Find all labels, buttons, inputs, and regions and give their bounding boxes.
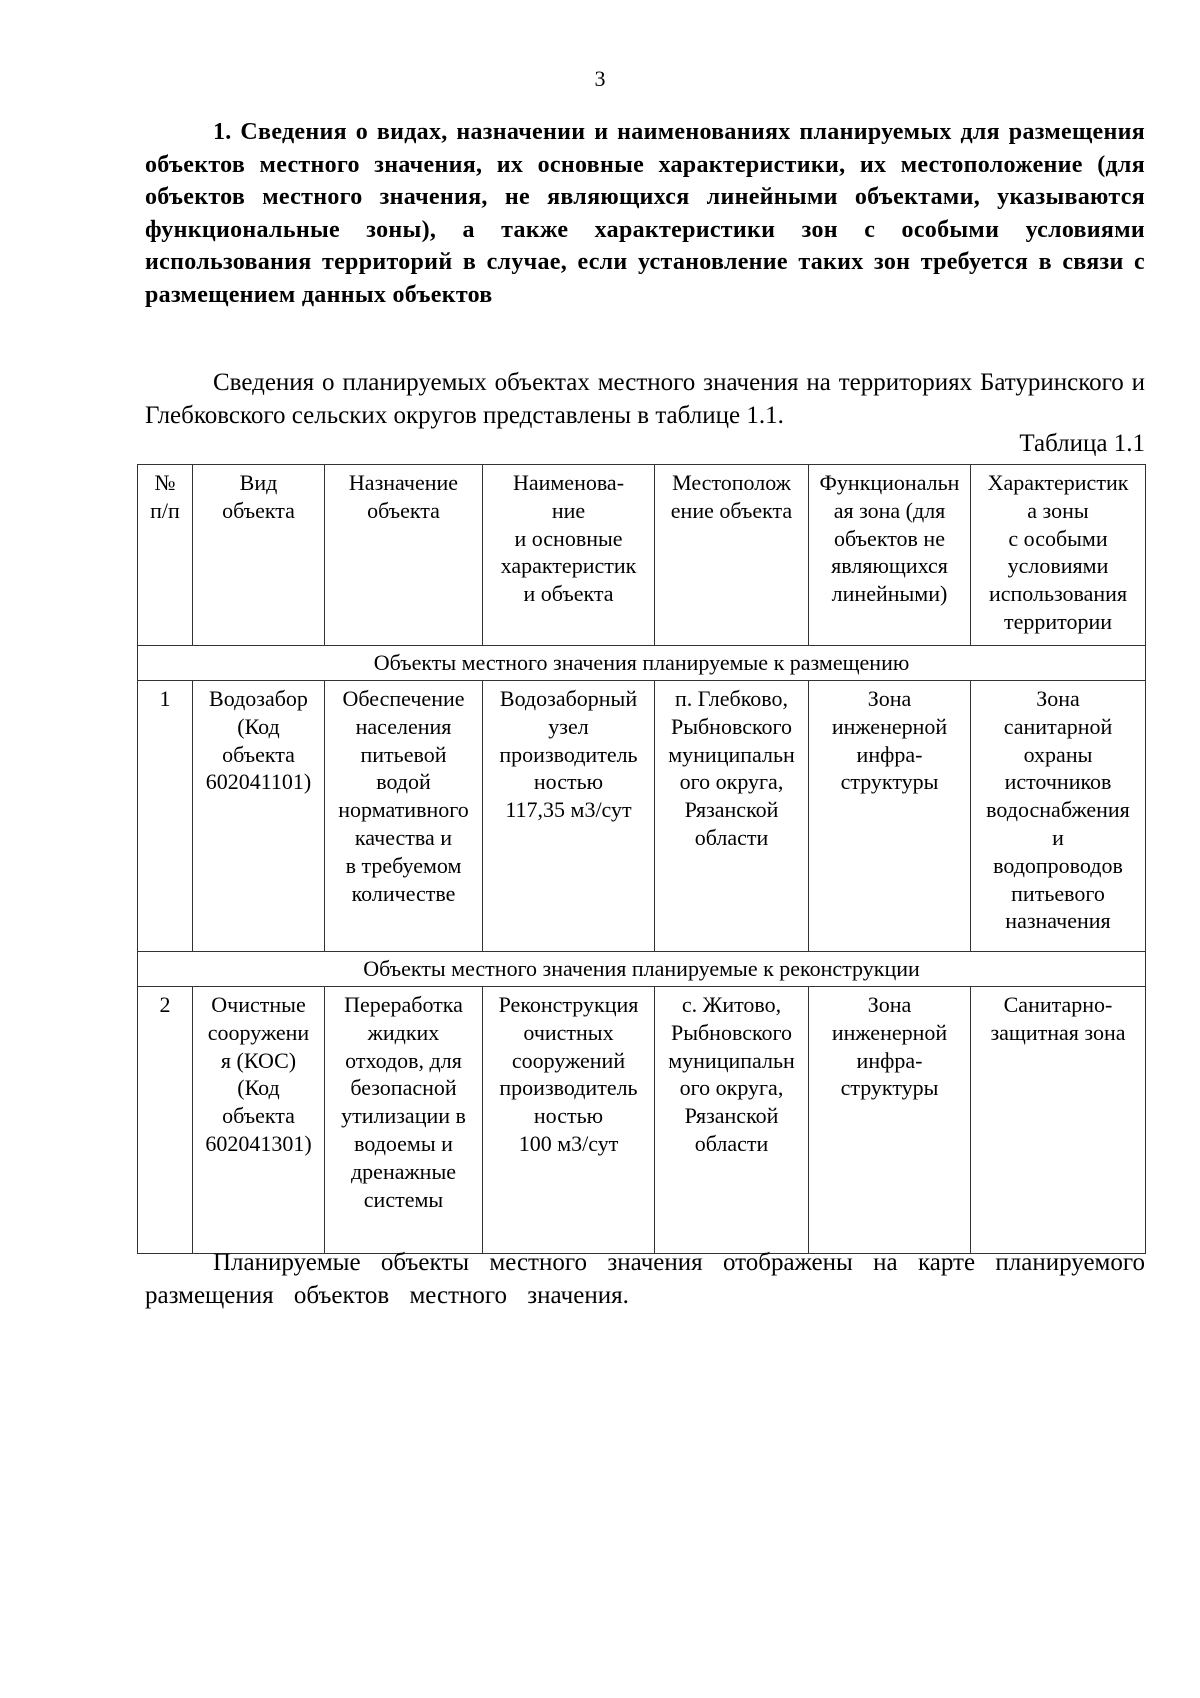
header-functional-zone: Функциональн ая зона (для объектов не являющихся линейными) bbox=[809, 465, 971, 646]
cell-location: п. Глебково, Рыбновского муниципальн ого округа, Рязанской области bbox=[655, 681, 809, 952]
group-row-placement bbox=[138, 646, 1146, 681]
header-special-zone: Характеристик а зоны с особыми условиями использования территории bbox=[971, 465, 1146, 646]
table-row bbox=[138, 681, 1146, 952]
cell-functional-zone: Зона инженерной инфра- структуры bbox=[809, 987, 971, 1254]
table-caption: Таблица 1.1 bbox=[1019, 430, 1145, 457]
header-location: Местополож ение объекта bbox=[655, 465, 809, 646]
cell-location: с. Житово, Рыбновского муниципальн ого округа, Рязанской области bbox=[655, 987, 809, 1254]
cell-name-characteristics: Водозаборный узел производитель ностью 117,35 м3/сут bbox=[483, 681, 655, 952]
cell-special-zone: Санитарно- защитная зона bbox=[971, 987, 1146, 1254]
cell-purpose: Переработка жидких отходов, для безопасной утилизации в водоемы и дренажные системы bbox=[325, 987, 483, 1254]
header-object-type: Вид объекта bbox=[193, 465, 325, 646]
group-title-placement: Объекты местного значения планируемые к размещению bbox=[138, 646, 1146, 681]
cell-object-type: Очистные сооружени я (КОС) (Код объекта 602041301) bbox=[193, 987, 325, 1254]
cell-name-characteristics: Реконструкция очистных сооружений производитель ностью 100 м3/сут bbox=[483, 987, 655, 1254]
objects-table bbox=[137, 464, 1146, 1254]
footer-paragraph: Планируемые объекты местного значения отображены на карте планируемого размещения объектов местного значения. bbox=[145, 1249, 1145, 1309]
cell-purpose: Обеспечение населения питьевой водой нормативного качества и в требуемом количестве bbox=[325, 681, 483, 952]
header-purpose: Назначение объекта bbox=[325, 465, 483, 646]
table-row bbox=[138, 987, 1146, 1254]
cell-special-zone: Зона санитарной охраны источников водоснабжения и водопроводов питьевого назначения bbox=[971, 681, 1146, 952]
cell-number: 2 bbox=[138, 987, 193, 1254]
table-header-row bbox=[138, 465, 1146, 646]
intro-paragraph: Сведения о планируемых объектах местного значения на территориях Батуринского и Глебковского сельских округов представлены в таблице 1.1. bbox=[145, 369, 1145, 429]
section-heading: 1. Сведения о видах, назначении и наименованиях планируемых для размещения объектов местного значения, их основные характеристики, их местоположение (для объектов местного значения, не являющихся линейными объектами, указываются функциональные зоны), а также характеристики зон с особыми условиями использования территорий в случае, если установление таких зон требуется в связи с размещением данных объектов bbox=[145, 119, 1145, 308]
page-number: 3 bbox=[594, 66, 606, 91]
group-title-reconstruction: Объекты местного значения планируемые к реконструкции bbox=[138, 952, 1146, 987]
cell-functional-zone: Зона инженерной инфра- структуры bbox=[809, 681, 971, 952]
objects-table-container bbox=[137, 464, 1145, 1254]
header-number: № п/п bbox=[138, 465, 193, 646]
cell-object-type: Водозабор (Код объекта 602041101) bbox=[193, 681, 325, 952]
cell-number: 1 bbox=[138, 681, 193, 952]
group-row-reconstruction bbox=[138, 952, 1146, 987]
header-name-characteristics: Наименова- ние и основные характеристик и объекта bbox=[483, 465, 655, 646]
